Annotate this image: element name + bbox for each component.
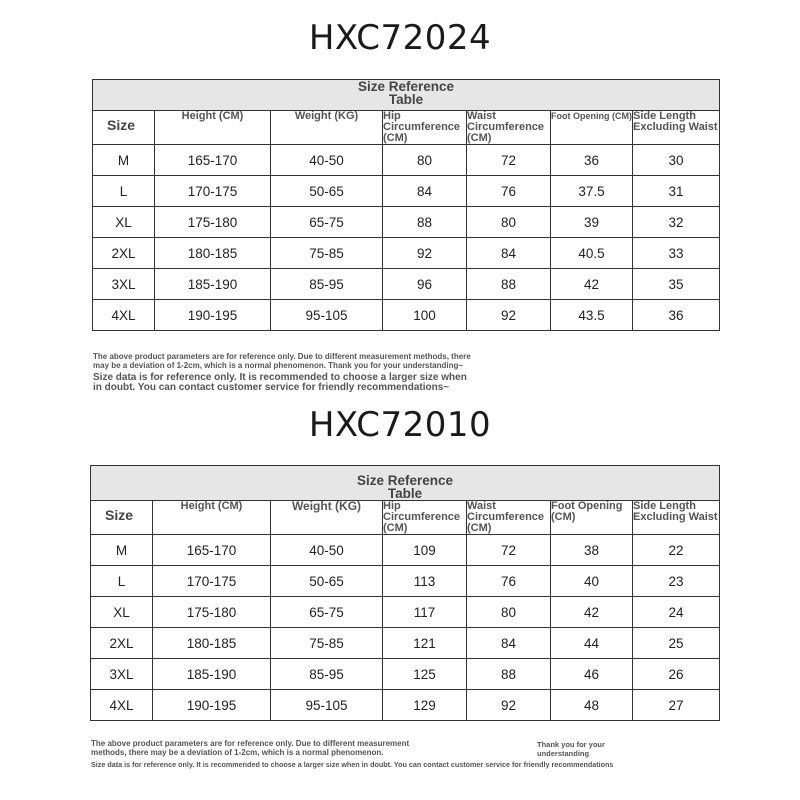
cell-waist: 76 (467, 566, 551, 597)
cell-waist: 84 (467, 628, 551, 659)
cell-size: XL (93, 207, 155, 238)
cell-waist: 88 (467, 659, 551, 690)
table-row (93, 207, 720, 238)
cell-foot-opening: 46 (551, 659, 633, 690)
cell-height: 165-170 (153, 535, 271, 566)
cell-weight: 95-105 (271, 300, 383, 331)
table-caption-line1: Size Reference (356, 473, 454, 488)
table-caption-line1: Size Reference (357, 79, 455, 94)
thanks-note (537, 740, 605, 758)
disclaimer-note (93, 352, 471, 370)
cell-weight: 85-95 (271, 659, 383, 690)
column-header-side-length: Side Length Excluding Waist (633, 501, 720, 535)
column-header-hip: Hip Circumference (CM) (383, 111, 467, 145)
cell-height: 175-180 (153, 597, 271, 628)
table-row (91, 690, 720, 721)
disclaimer-note (91, 739, 409, 757)
cell-waist: 72 (467, 145, 551, 176)
cell-foot-opening: 42 (551, 269, 633, 300)
cell-size: 4XL (91, 690, 153, 721)
cell-size: M (91, 535, 153, 566)
column-header-foot-opening: Foot Opening (CM) (551, 111, 633, 145)
cell-side-length: 32 (633, 207, 720, 238)
cell-weight: 75-85 (271, 238, 383, 269)
cell-hip: 121 (383, 628, 467, 659)
column-header-side-length: Side Length Excluding Waist (633, 111, 720, 145)
cell-hip: 92 (383, 238, 467, 269)
column-header-weight: Weight (KG) (271, 111, 383, 145)
cell-hip: 125 (383, 659, 467, 690)
cell-weight: 65-75 (271, 597, 383, 628)
cell-size: 2XL (93, 238, 155, 269)
cell-foot-opening: 40.5 (551, 238, 633, 269)
table-row (93, 176, 720, 207)
cell-side-length: 23 (633, 566, 720, 597)
cell-hip: 129 (383, 690, 467, 721)
cell-size: XL (91, 597, 153, 628)
cell-weight: 65-75 (271, 207, 383, 238)
column-header-waist: Waist Circumference (CM) (467, 111, 551, 145)
cell-side-length: 25 (633, 628, 720, 659)
cell-waist: 80 (467, 207, 551, 238)
table-row (91, 597, 720, 628)
cell-weight: 75-85 (271, 628, 383, 659)
cell-side-length: 35 (633, 269, 720, 300)
table-caption-line2: Table (387, 486, 423, 501)
cell-waist: 76 (467, 176, 551, 207)
cell-height: 170-175 (155, 176, 271, 207)
disclaimer-line: The above product parameters are for reference only. Due to different measurement methods, there (93, 352, 471, 361)
model-title: HXC72024 (308, 18, 492, 58)
cell-hip: 113 (383, 566, 467, 597)
cell-height: 165-170 (155, 145, 271, 176)
column-header-waist: Waist Circumference (CM) (467, 501, 551, 535)
cell-hip: 96 (383, 269, 467, 300)
table-row (93, 300, 720, 331)
advice-line: Size data is for reference only. It is recommended to choose a larger size when (93, 372, 467, 383)
cell-foot-opening: 36 (551, 145, 633, 176)
cell-hip: 80 (383, 145, 467, 176)
cell-height: 185-190 (155, 269, 271, 300)
table-row (91, 659, 720, 690)
cell-waist: 72 (467, 535, 551, 566)
cell-height: 180-185 (155, 238, 271, 269)
table-row (93, 269, 720, 300)
column-header-size: Size (93, 111, 155, 145)
advice-line: in doubt. You can contact customer service for friendly recommendations~ (93, 382, 450, 393)
cell-foot-opening: 40 (551, 566, 633, 597)
cell-height: 190-195 (155, 300, 271, 331)
thanks-line: understanding (537, 749, 590, 758)
cell-side-length: 27 (633, 690, 720, 721)
cell-hip: 100 (383, 300, 467, 331)
table-row (93, 238, 720, 269)
cell-weight: 40-50 (271, 145, 383, 176)
table-row (91, 535, 720, 566)
disclaimer-line: may be a deviation of 1-2cm, which is a normal phenomenon. Thank you for your understanding~ (93, 361, 464, 370)
column-header-foot-opening: Foot Opening (CM) (551, 501, 633, 535)
cell-hip: 117 (383, 597, 467, 628)
cell-height: 175-180 (155, 207, 271, 238)
cell-foot-opening: 44 (551, 628, 633, 659)
cell-height: 170-175 (153, 566, 271, 597)
table-row (91, 628, 720, 659)
cell-size: L (93, 176, 155, 207)
cell-weight: 50-65 (271, 176, 383, 207)
cell-waist: 92 (467, 690, 551, 721)
cell-height: 185-190 (153, 659, 271, 690)
column-header-height: Height (CM) (153, 501, 271, 535)
cell-side-length: 24 (633, 597, 720, 628)
cell-side-length: 31 (633, 176, 720, 207)
table-caption (91, 466, 720, 501)
cell-foot-opening: 48 (551, 690, 633, 721)
size-reference-table (92, 79, 720, 331)
cell-size: M (93, 145, 155, 176)
cell-foot-opening: 42 (551, 597, 633, 628)
cell-height: 180-185 (153, 628, 271, 659)
cell-waist: 92 (467, 300, 551, 331)
column-header-size: Size (91, 501, 153, 535)
cell-side-length: 26 (633, 659, 720, 690)
cell-side-length: 30 (633, 145, 720, 176)
disclaimer-line: methods, there may be a deviation of 1-2cm, which is a normal phenomenon. (91, 748, 384, 757)
cell-foot-opening: 37.5 (551, 176, 633, 207)
cell-size: 3XL (93, 269, 155, 300)
cell-foot-opening: 43.5 (551, 300, 633, 331)
column-header-weight: Weight (KG) (271, 501, 383, 535)
table-caption (93, 80, 720, 111)
cell-side-length: 36 (633, 300, 720, 331)
cell-hip: 88 (383, 207, 467, 238)
cell-weight: 50-65 (271, 566, 383, 597)
cell-side-length: 22 (633, 535, 720, 566)
cell-foot-opening: 38 (551, 535, 633, 566)
cell-size: 2XL (91, 628, 153, 659)
cell-height: 190-195 (153, 690, 271, 721)
size-reference-table (90, 465, 720, 721)
table-caption-line2: Table (388, 92, 424, 107)
table-row (91, 566, 720, 597)
column-header-height: Height (CM) (155, 111, 271, 145)
cell-weight: 95-105 (271, 690, 383, 721)
disclaimer-line: The above product parameters are for reference only. Due to different measurement (91, 739, 410, 748)
cell-weight: 40-50 (271, 535, 383, 566)
size-advice-note: Size data is for reference only. It is recommended to choose a larger size when in doubt. You can contact customer service for friendly recommendations (91, 760, 614, 769)
cell-hip: 109 (383, 535, 467, 566)
cell-weight: 85-95 (271, 269, 383, 300)
cell-hip: 84 (383, 176, 467, 207)
cell-foot-opening: 39 (551, 207, 633, 238)
cell-side-length: 33 (633, 238, 720, 269)
cell-size: L (91, 566, 153, 597)
cell-waist: 80 (467, 597, 551, 628)
column-header-hip: Hip Circumference (CM) (383, 501, 467, 535)
thanks-line: Thank you for your (537, 740, 605, 749)
cell-waist: 84 (467, 238, 551, 269)
size-advice-note (93, 373, 467, 393)
cell-waist: 88 (467, 269, 551, 300)
cell-size: 3XL (91, 659, 153, 690)
cell-size: 4XL (93, 300, 155, 331)
table-row (93, 145, 720, 176)
model-title: HXC72010 (308, 405, 492, 445)
